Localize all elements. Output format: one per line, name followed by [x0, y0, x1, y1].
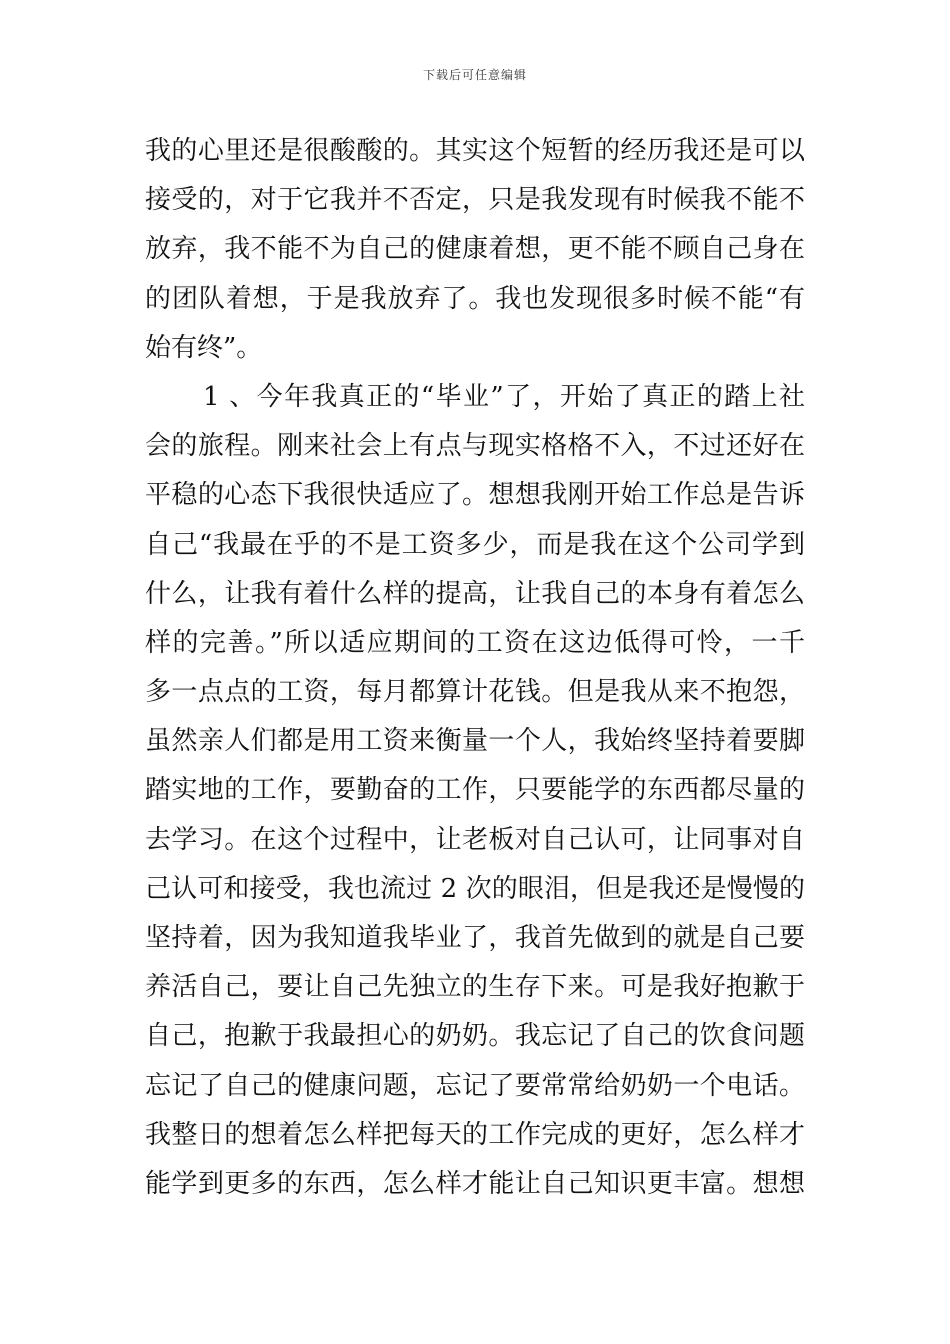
text-line: 会的旅程。刚来社会上有点与现实格格不入，不过还好在 [145, 431, 805, 462]
text-line: 去学习。在这个过程中，让老板对自己认可，让同事对自 [145, 824, 805, 855]
text-line: 虽然亲人们都是用工资来衡量一个人，我始终坚持着要脚 [145, 726, 805, 757]
text-line: 己认可和接受，我也流过 2 次的眼泪，但是我还是慢慢的 [145, 873, 805, 904]
text-line: 自己，抱歉于我最担心的奶奶。我忘记了自己的饮食问题 [145, 1021, 805, 1052]
text-line: 我的心里还是很酸酸的。其实这个短暂的经历我还是可以 [145, 136, 805, 166]
text-line: 接受的，对于它我并不否定，只是我发现有时候我不能不 [145, 185, 805, 216]
text-line: 平稳的心态下我很快适应了。想想我刚开始工作总是告诉 [145, 480, 805, 511]
text-line: 什么，让我有着什么样的提高，让我自己的本身有着怎么 [145, 578, 805, 609]
text-line: 坚持着，因为我知道我毕业了，我首先做到的就是自己要 [145, 923, 805, 953]
text-line: 自己“我最在乎的不是工资多少，而是我在这个公司学到 [145, 529, 805, 560]
text-line: 的团队着想，于是我放弃了。我也发现很多时候不能“有 [145, 283, 805, 314]
text-line: 样的完善。”所以适应期间的工资在这边低得可怜，一千 [145, 627, 805, 658]
paragraph-first-line: 1 、今年我真正的“毕业”了，开始了真正的踏上社 [203, 381, 805, 412]
text-line: 始有终”。 [145, 332, 263, 363]
text-line: 踏实地的工作，要勤奋的工作，只要能学的东西都尽量的 [145, 775, 805, 806]
text-line: 忘记了自己的健康问题，忘记了要常常给奶奶一个电话。 [145, 1070, 805, 1101]
text-line: 我整日的想着怎么样把每天的工作完成的更好，怎么样才 [145, 1119, 805, 1150]
text-line: 能学到更多的东西，怎么样才能让自己知识更丰富。想想 [145, 1168, 805, 1199]
body-text [145, 127, 805, 1209]
text-line: 多一点点的工资，每月都算计花钱。但是我从来不抱怨， [145, 677, 805, 708]
text-line: 养活自己，要让自己先独立的生存下来。可是我好抱歉于 [145, 972, 805, 1003]
text-line: 放弃，我不能不为自己的健康着想，更不能不顾自己身在 [145, 234, 805, 265]
header-note: 下载后可任意编辑 [422, 68, 527, 82]
